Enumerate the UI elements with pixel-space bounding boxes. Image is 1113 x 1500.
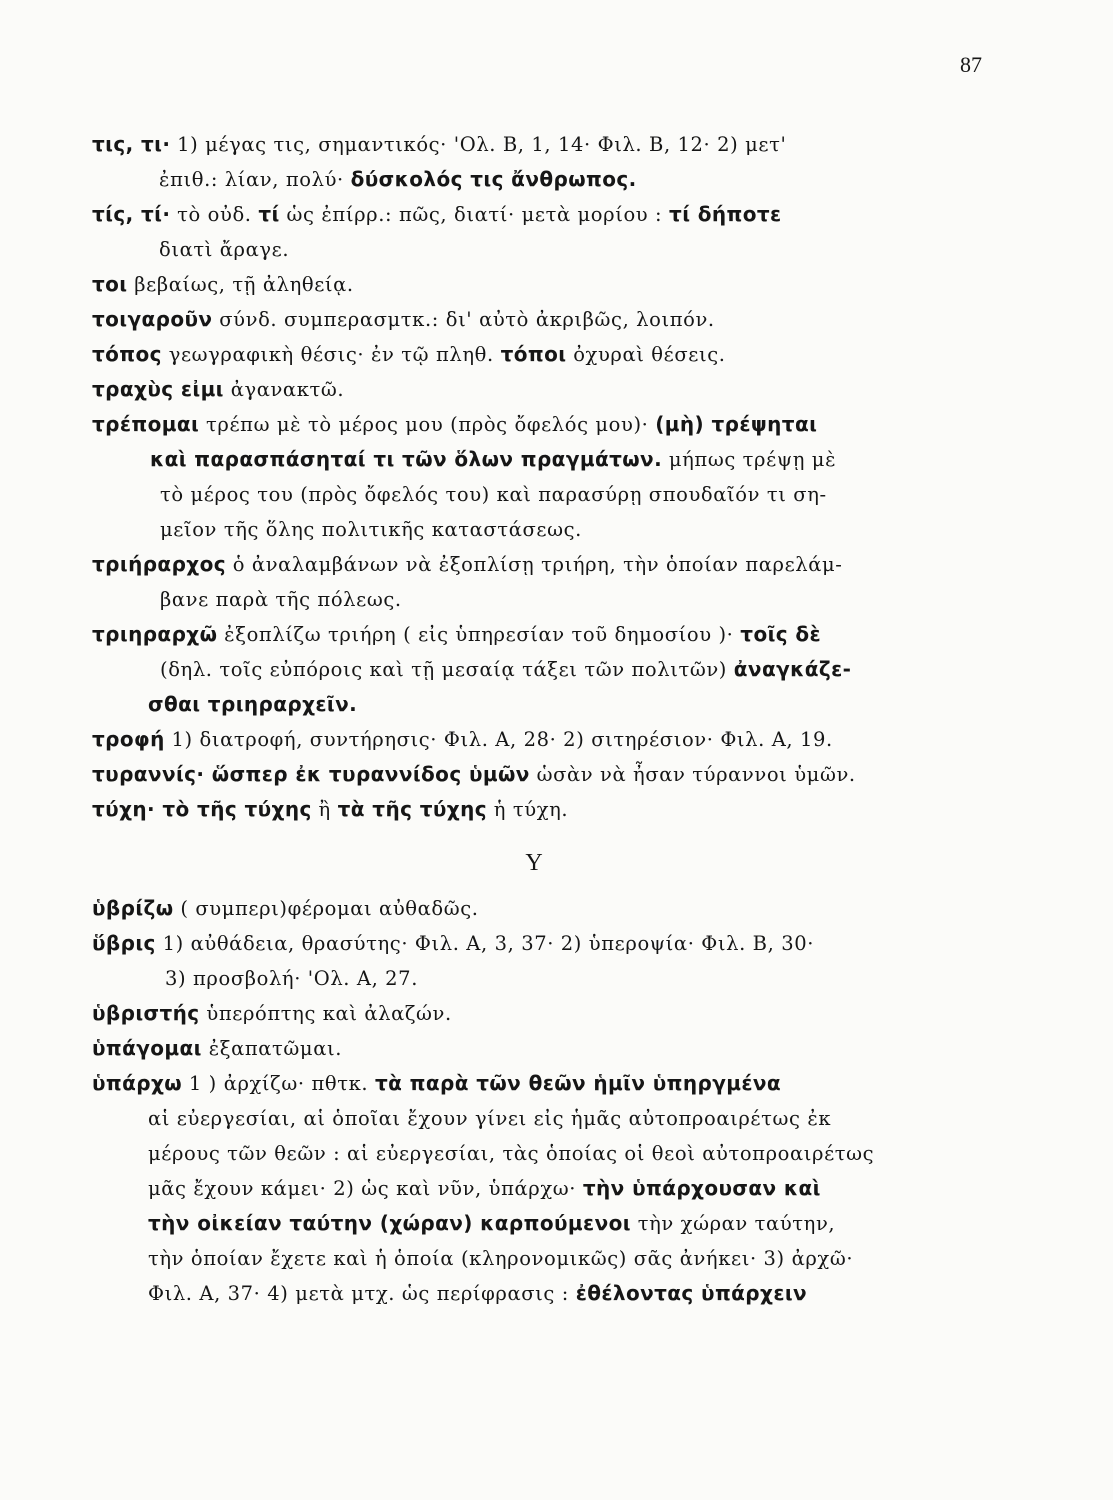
headword: ὑπάγομαι — [92, 1036, 202, 1060]
headword: ὑπάρχω — [92, 1071, 183, 1095]
definition-text: 1) διατροφή, συντήρησις· Φιλ. Α, 28· 2) σιτηρέσιον· Φιλ. Α, 19. — [164, 728, 833, 751]
headword: τροφή — [92, 727, 165, 751]
definition-text: τὴν χώραν ταύτην, — [630, 1212, 836, 1235]
definition-text: ὡσὰν νὰ ἦσαν τύραννοι ὑμῶν. — [529, 763, 856, 786]
entry-line — [92, 757, 1004, 792]
definition-text: τὸ μέρος του (πρὸς ὄφελός του) καὶ παρασύρῃ σπουδαῖόν τι ση- — [160, 483, 827, 506]
definition-text: ἀγανακτῶ. — [223, 378, 345, 401]
entry-line — [92, 477, 1004, 512]
definition-text: 1) μέγας τις, σημαντικός· 'Ολ. Β, 1, 14· Φιλ. Β, 12· 2) μετ' — [170, 133, 787, 156]
headword: ὕβρις — [92, 931, 156, 955]
entry-line — [92, 652, 1004, 687]
definition-text: 1 ) ἀρχίζω· πθτκ. — [182, 1072, 375, 1095]
definition-text: ἡ τύχη. — [486, 798, 569, 821]
headword: ὑβριστής — [92, 1001, 200, 1025]
definition-text: (δηλ. τοῖς εὐπόροις καὶ τῇ μεσαίᾳ τάξει τῶν πολιτῶν) — [160, 658, 734, 681]
entry-line — [92, 127, 1004, 162]
definition-text: βανε παρὰ τῆς πόλεως. — [160, 588, 402, 611]
entry-line — [92, 1171, 1004, 1206]
definition-text: μᾶς ἔχουν κάμει· 2) ὡς καὶ νῦν, ὑπάρχω· — [148, 1177, 583, 1200]
headword: τοῖς δὲ — [740, 622, 822, 646]
entries-upsilon — [92, 891, 1004, 1311]
headword: τὰ τῆς τύχης — [337, 797, 487, 821]
headword: τί δήποτε — [669, 202, 782, 226]
entry-line — [92, 996, 1004, 1031]
entry-line — [92, 926, 1004, 961]
headword: τυραννίς· ὥσπερ ἐκ τυραννίδος ὑμῶν — [92, 762, 530, 786]
headword: τριηραρχῶ — [92, 622, 218, 646]
definition-text: ἐξαπατῶμαι. — [201, 1037, 343, 1060]
entry-line — [92, 617, 1004, 652]
headword: τίς, τί· — [92, 202, 171, 226]
definition-text: ( συμπερι)φέρομαι αὐθαδῶς. — [173, 897, 479, 920]
entry-line — [92, 792, 1004, 827]
headword: (μὴ) τρέψηται — [655, 412, 818, 436]
entry-line — [92, 442, 1004, 477]
headword: τόποι — [500, 342, 567, 366]
headword: τόπος — [92, 342, 162, 366]
entry-line — [92, 1031, 1004, 1066]
headword: τὰ παρὰ τῶν θεῶν ἡμῖν ὑπηργμένα — [374, 1071, 782, 1095]
entry-line — [92, 547, 1004, 582]
entry-line — [92, 1066, 1004, 1101]
entry-line — [92, 1276, 1004, 1311]
definition-text: μεῖον τῆς ὅλης πολιτικῆς καταστάσεως. — [160, 518, 582, 541]
entry-line — [92, 232, 1004, 267]
headword: ὑβρίζω — [92, 896, 174, 920]
headword: ἀναγκάζε- — [733, 657, 852, 681]
definition-text: σύνδ. συμπερασμτκ.: δι' αὐτὸ ἀκριβῶς, λοιπόν. — [212, 308, 715, 331]
headword: τις, τι· — [92, 132, 171, 156]
section-letter: Υ — [525, 850, 543, 876]
entry-line — [92, 267, 1004, 302]
dictionary-entries — [92, 127, 1004, 1311]
headword: τύχη· τὸ τῆς τύχης — [92, 797, 312, 821]
definition-text: τὸ οὐδ. — [170, 203, 259, 226]
entry-line — [92, 407, 1004, 442]
headword: τὴν ὑπάρχουσαν καὶ — [582, 1176, 821, 1200]
headword: τὴν οἰκείαν ταύτην (χώραν) καρπούμενοι — [148, 1211, 631, 1235]
entry-line — [92, 1206, 1004, 1241]
entry-line — [92, 687, 1004, 722]
definition-text: ἢ — [311, 798, 338, 821]
definition-text: αἱ εὐεργεσίαι, αἱ ὁποῖαι ἔχουν γίνει εἰς ἡμᾶς αὐτοπροαιρέτως ἐκ — [148, 1107, 832, 1130]
headword: καὶ παρασπάσηταί τι τῶν ὅλων πραγμάτων. — [150, 447, 663, 471]
definition-text: 1) αὐθάδεια, θρασύτης· Φιλ. Α, 3, 37· 2) ὑπεροψία· Φιλ. Β, 30· — [155, 932, 815, 955]
page-number: 87 — [960, 52, 982, 77]
definition-text: μέρους τῶν θεῶν : αἱ εὐεργεσίαι, τὰς ὁποίας οἱ θεοὶ αὐτοπροαιρέτως — [148, 1142, 875, 1165]
definition-text: ὡς ἐπίρρ.: πῶς, διατί· μετὰ μορίου : — [279, 203, 670, 226]
entry-line — [92, 372, 1004, 407]
headword: τριήραρχος — [92, 552, 226, 576]
definition-text: μήπως τρέψῃ μὲ — [662, 448, 837, 471]
entries-tau — [92, 127, 1004, 827]
headword: σθαι τριηραρχεῖν. — [148, 692, 358, 716]
definition-text: γεωγραφικὴ θέσις· ἐν τῷ πληθ. — [161, 343, 501, 366]
definition-text: βεβαίως, τῇ ἀληθείᾳ. — [127, 273, 354, 296]
headword: δύσκολός τις ἄνθρωπος. — [350, 167, 637, 191]
entry-line — [92, 1136, 1004, 1171]
entry-line — [92, 891, 1004, 926]
headword: τραχὺς εἰμι — [92, 377, 224, 401]
entry-line — [92, 1101, 1004, 1136]
definition-text: διατὶ ἄραγε. — [159, 238, 290, 261]
definition-text: ἐξοπλίζω τριήρη ( εἰς ὑπηρεσίαν τοῦ δημοσίου )· — [217, 623, 741, 646]
headword: ἐθέλοντας ὑπάρχειν — [575, 1281, 808, 1305]
definition-text: ἐπιθ.: λίαν, πολύ· — [159, 168, 351, 191]
definition-text: ὀχυραὶ θέσεις. — [566, 343, 726, 366]
entry-line — [92, 1241, 1004, 1276]
entry-line — [92, 162, 1004, 197]
entry-line — [92, 961, 1004, 996]
definition-text: Φιλ. Α, 37· 4) μετὰ μτχ. ὡς περίφρασις : — [148, 1282, 576, 1305]
headword: τί — [258, 202, 280, 226]
entry-line — [92, 197, 1004, 232]
definition-text: ὑπερόπτης καὶ ἀλαζών. — [199, 1002, 452, 1025]
headword: τρέπομαι — [92, 412, 200, 436]
definition-text: ὁ ἀναλαμβάνων νὰ ἐξοπλίσῃ τριήρη, τὴν ὁποίαν παρελάμ- — [225, 553, 843, 576]
definition-text: τὴν ὁποίαν ἔχετε καὶ ἡ ὁποία (κληρονομικῶς) σᾶς ἀνήκει· 3) ἀρχῶ· — [148, 1247, 854, 1270]
entry-line — [92, 302, 1004, 337]
headword: τοι — [92, 272, 128, 296]
definition-text: τρέπω μὲ τὸ μέρος μου (πρὸς ὄφελός μου)· — [199, 413, 656, 436]
definition-text: 3) προσβολή· 'Ολ. Α, 27. — [165, 967, 418, 990]
entry-line — [92, 512, 1004, 547]
entry-line — [92, 722, 1004, 757]
entry-line — [92, 337, 1004, 372]
headword: τοιγαροῦν — [92, 307, 213, 331]
entry-line — [92, 582, 1004, 617]
